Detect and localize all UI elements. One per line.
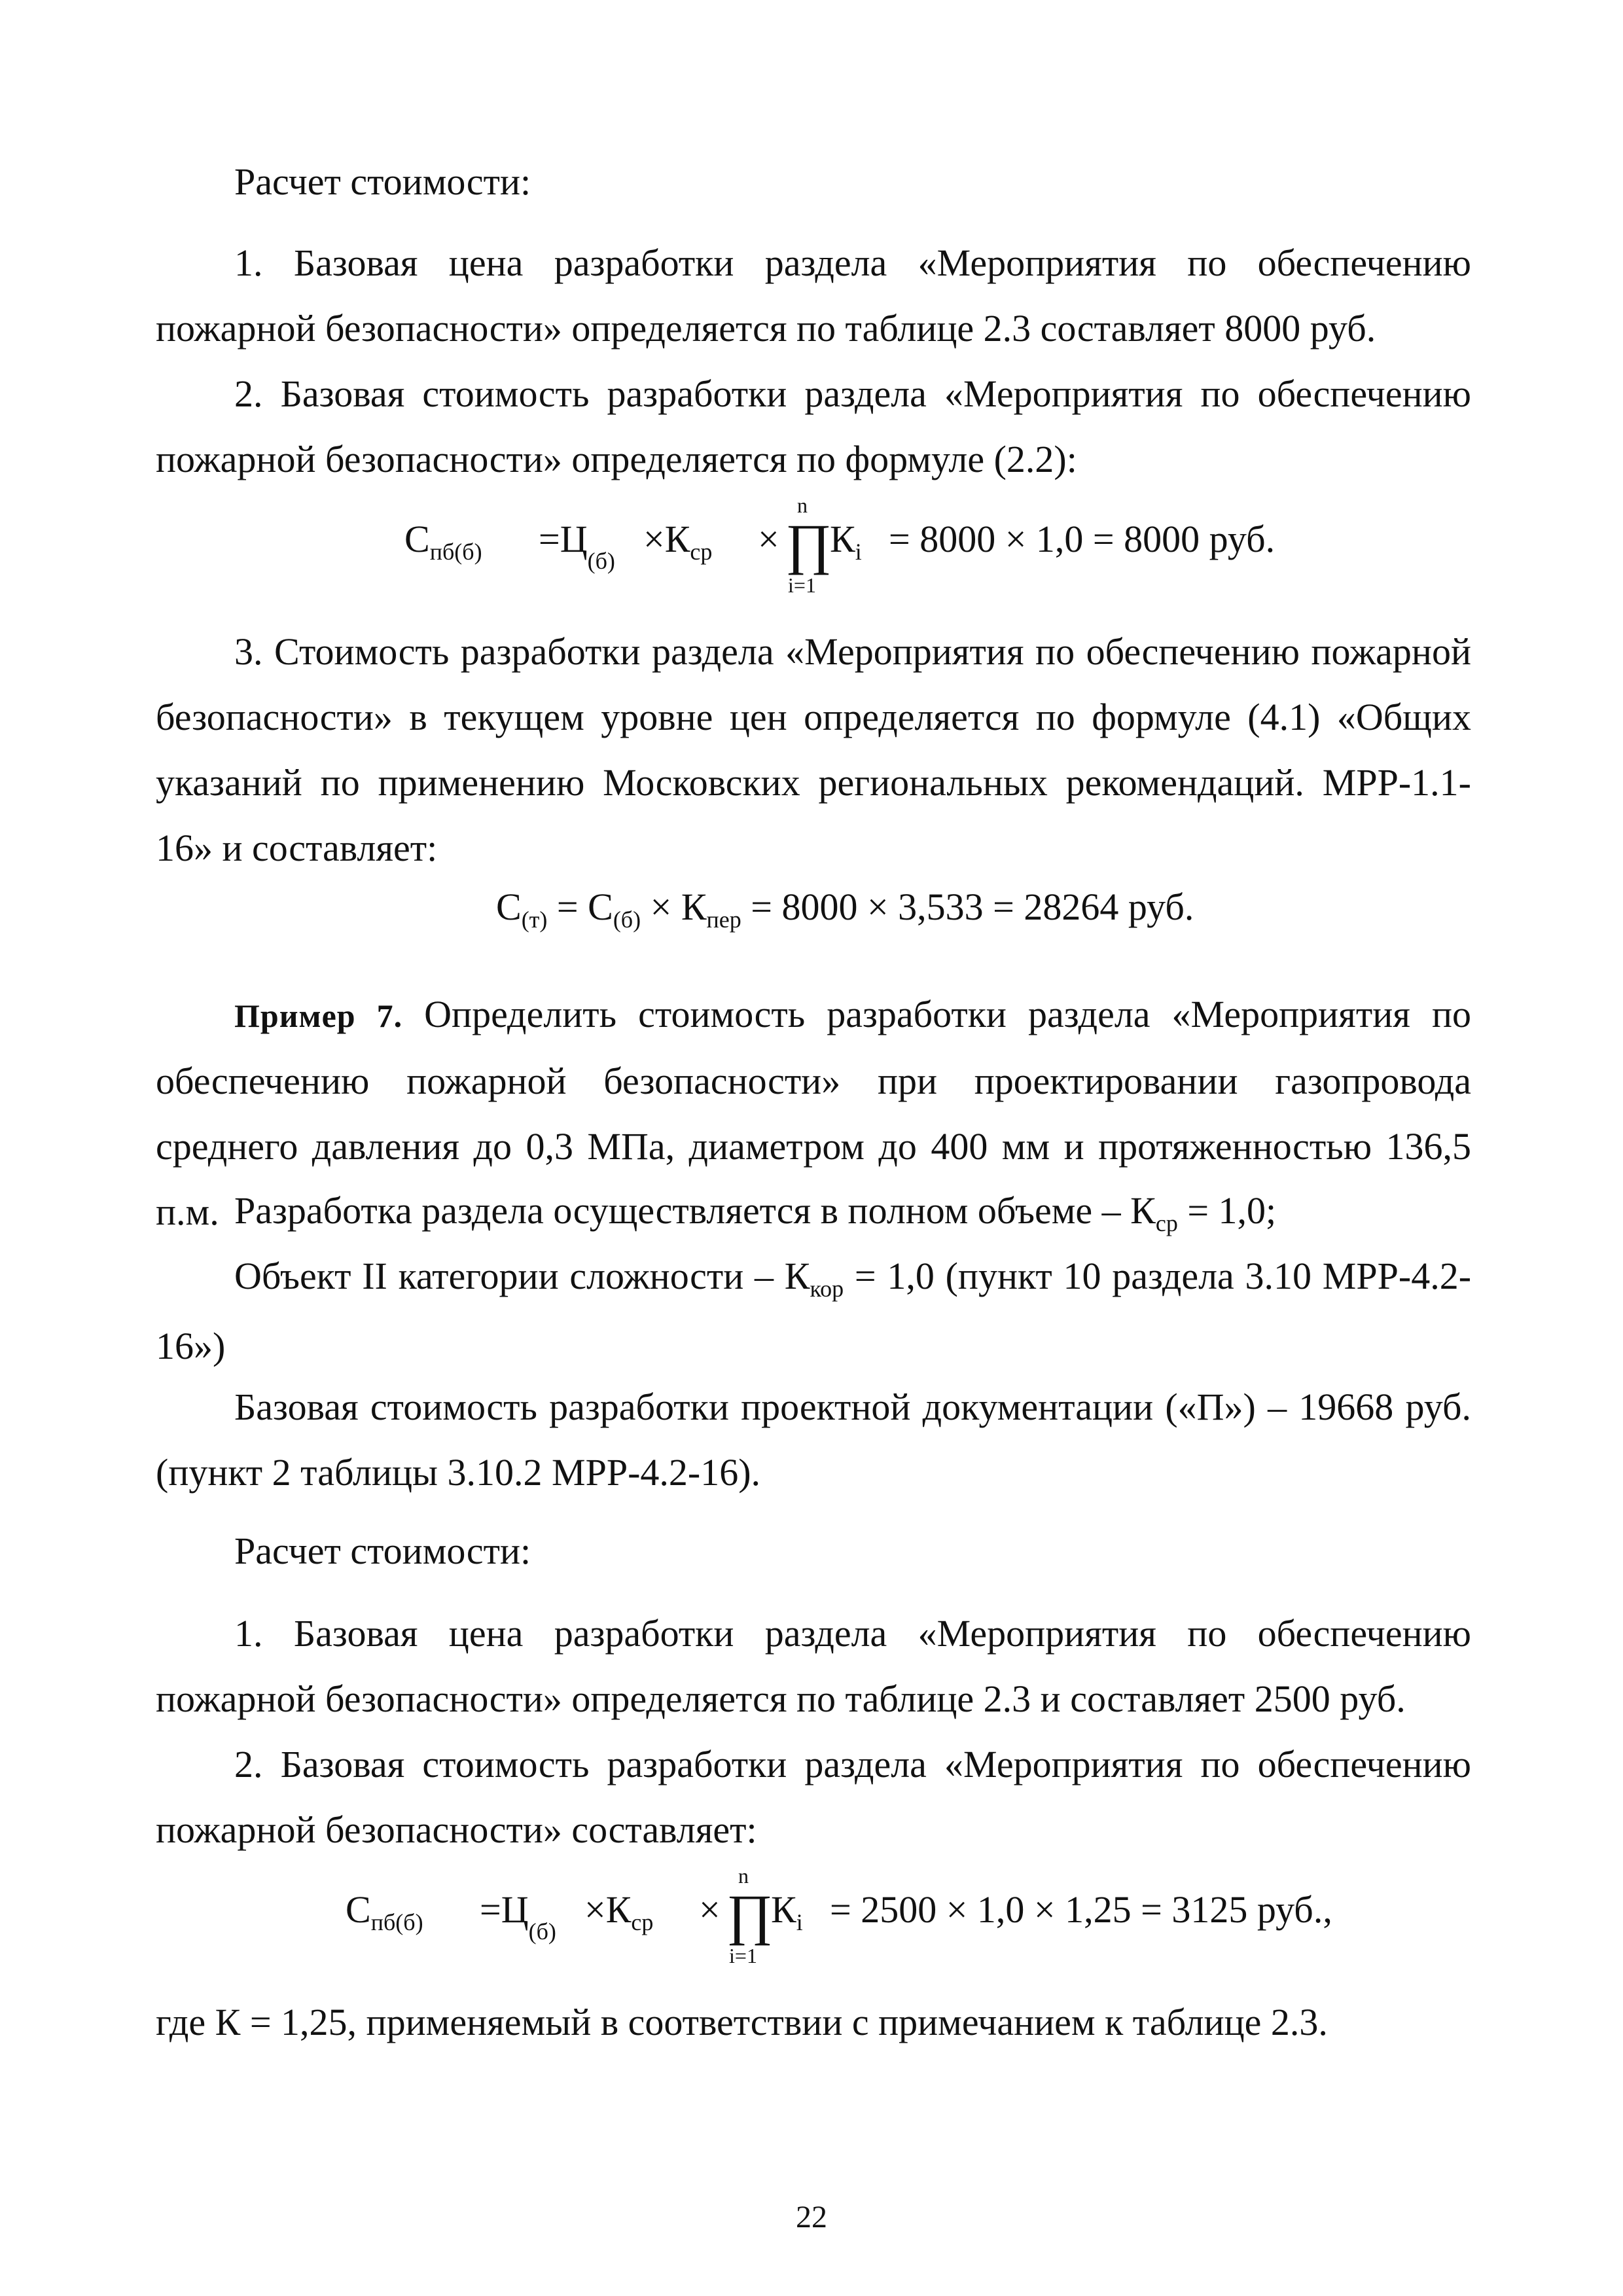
calc1-item-2: 2. Базовая стоимость разработки раздела «Мероприятия по обеспечению пожарной безопасности» определяется по формуле (2.2): (156, 372, 1471, 480)
line-text: = 1,0; (1177, 1189, 1277, 1232)
calc1-item-1: 1. Базовая цена разработки раздела «Мероприятия по обеспечению пожарной безопасности» определяется по таблице 2.3 составляет 8000 руб. (156, 242, 1471, 350)
example-base-cost: Базовая стоимость разработки проектной документации («П») – 19668 руб. (пункт 2 таблицы 3.10.2 МРР-4.2-16). (156, 1386, 1471, 1494)
formula-subscript: (т) (521, 906, 548, 933)
page-number: 22 (796, 2200, 827, 2234)
formula-symbol: × (699, 1888, 721, 1931)
formula-base-cost-2 (346, 1864, 1458, 1979)
subscript: ср (1155, 1210, 1178, 1236)
formula-base-cost-1 (404, 493, 1425, 609)
formula-symbol: × К (650, 886, 707, 928)
formula-symbol: С (496, 886, 522, 928)
formula-symbol: К (830, 518, 855, 560)
coefficient-note: где К = 1,25, применяемый в соответствии с примечанием к таблице 2.3. (156, 2001, 1328, 2043)
calc2-item-2: 2. Базовая стоимость разработки раздела «Мероприятия по обеспечению пожарной безопасности» составляет: (156, 1743, 1471, 1851)
formula-result: = 8000 × 1,0 = 8000 руб. (889, 518, 1275, 560)
formula-symbol: =Ц (480, 1888, 529, 1931)
formula-subscript: (б) (528, 1918, 556, 1945)
calc-heading-2: Расчет стоимости: (234, 1530, 531, 1572)
formula-symbol: ×К (643, 518, 690, 560)
formula-subscript: i (855, 539, 862, 565)
formula-symbol: =Ц (539, 518, 588, 560)
example-label: Пример 7. (234, 997, 403, 1034)
formula-subscript: пер (706, 906, 741, 933)
formula-symbol: = С (556, 886, 613, 928)
line-text: = 1,0 (пункт 10 раздела 3.10 МРР-4.2-16») (156, 1255, 1472, 1367)
line-text: Объект II категории сложности – К (234, 1255, 810, 1297)
formula-subscript: (б) (587, 548, 615, 574)
calc1-item-3: 3. Стоимость разработки раздела «Мероприятия по обеспечению пожарной безопасности» в текущем уровне цен определяется по формуле (4.1) «Общих указаний по применению Московских региональных рекомендаций. МРР-1.1-16» и составляет: (156, 630, 1471, 869)
formula-current-cost (496, 885, 1412, 950)
formula-symbol: С (346, 1888, 371, 1931)
example-text: Определить стоимость разработки раздела «Мероприятия по обеспечению пожарной безопасности» при проектировании газопровода среднего давления до 0,3 МПа, диаметром до 400 мм и протяженностью 136,5 п.м. (156, 993, 1471, 1233)
product-symbol: ∏ (726, 1883, 773, 1946)
example-ksr-line (156, 1178, 1471, 1248)
formula-subscript: ср (631, 1909, 654, 1935)
formula-subscript: i (796, 1909, 803, 1935)
calc2-item-1: 1. Базовая цена разработки раздела «Мероприятия по обеспечению пожарной безопасности» определяется по таблице 2.3 и составляет 2500 руб. (156, 1612, 1471, 1720)
formula-result: = 8000 × 3,533 = 28264 руб. (751, 886, 1194, 928)
example-kor-line (156, 1244, 1471, 1379)
line-text: Разработка раздела осуществляется в полном объеме – К (234, 1189, 1156, 1232)
formula-subscript: пб(б) (370, 1909, 423, 1935)
formula-subscript: ср (690, 539, 713, 565)
formula-result: = 2500 × 1,0 × 1,25 = 3125 руб., (830, 1888, 1332, 1931)
formula-symbol: К (771, 1888, 796, 1931)
product-upper-limit: n (738, 1864, 749, 1888)
product-lower-limit: i=1 (788, 573, 816, 597)
calc-heading-1: Расчет стоимости: (234, 160, 531, 203)
formula-subscript: пб(б) (429, 539, 482, 565)
formula-symbol: × (758, 518, 779, 560)
product-upper-limit: n (797, 493, 808, 517)
formula-symbol: С (404, 518, 430, 560)
formula-subscript: (б) (613, 906, 641, 933)
product-lower-limit: i=1 (729, 1944, 757, 1967)
subscript: кор (810, 1276, 844, 1302)
product-symbol: ∏ (785, 512, 832, 575)
formula-symbol: ×К (584, 1888, 632, 1931)
